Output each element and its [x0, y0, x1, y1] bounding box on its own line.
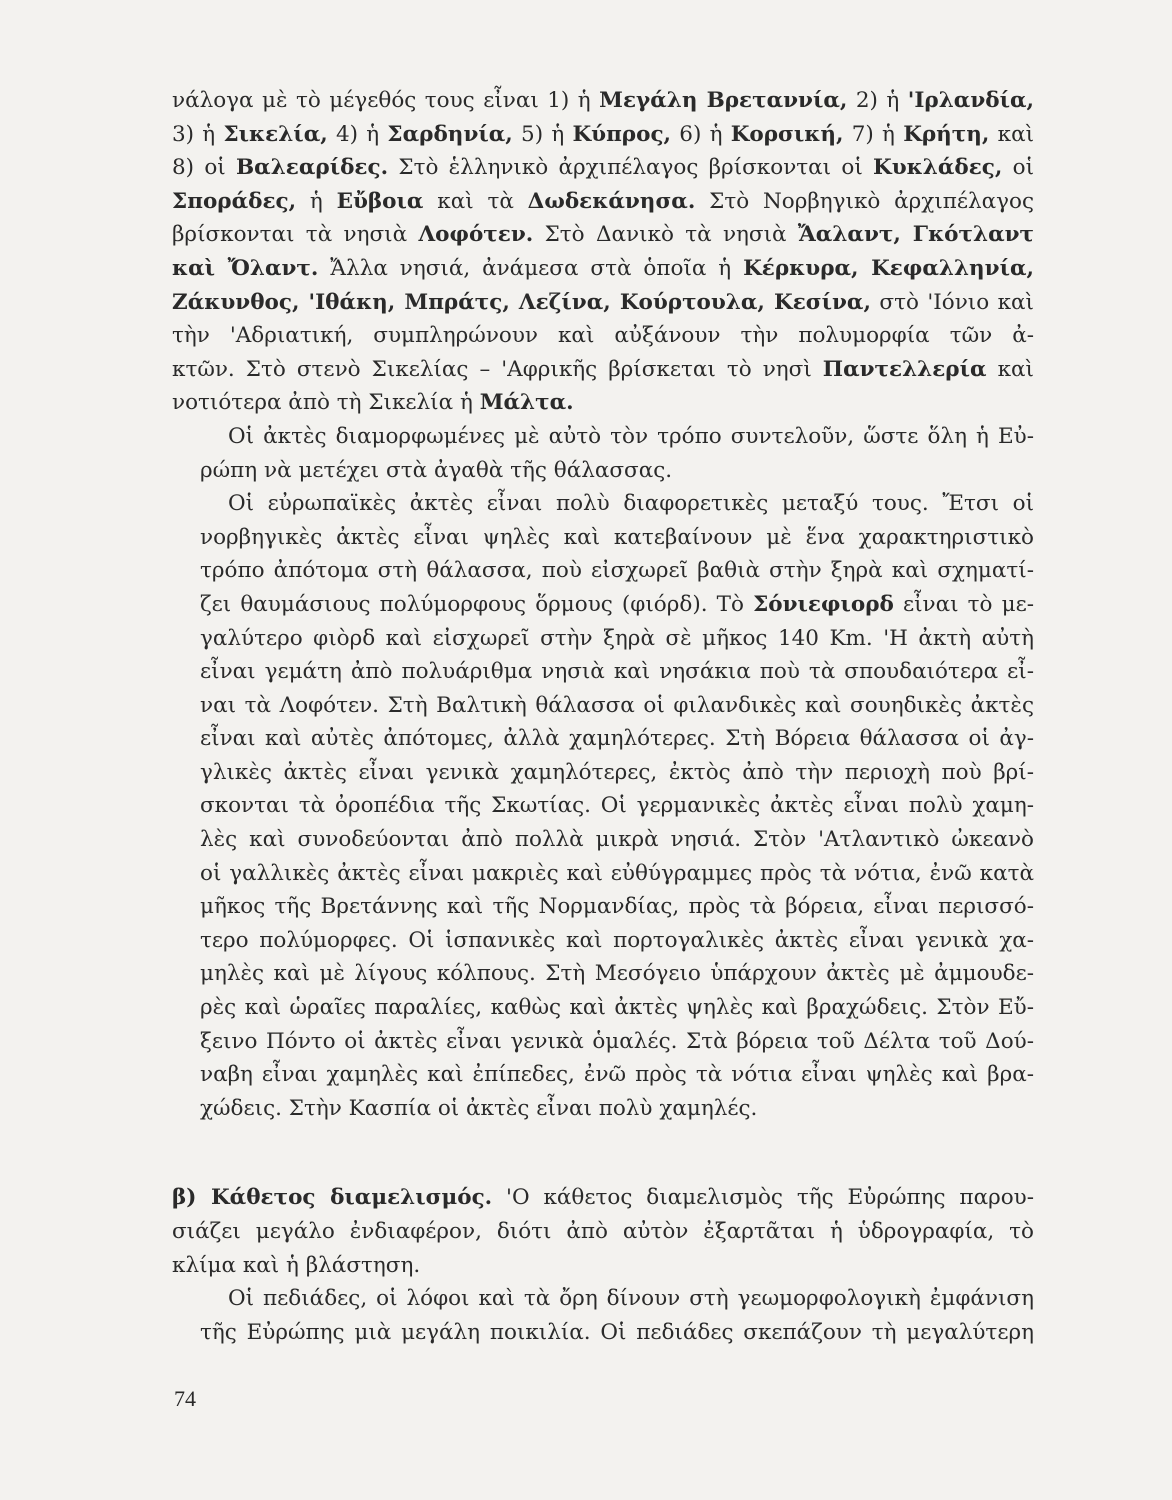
- text-run: στὸ 'Ιόνιο καὶ: [870, 289, 1034, 315]
- bold-term: Μάλτα.: [479, 390, 574, 416]
- text-run: 2) ἡ: [847, 88, 908, 113]
- text-line: [172, 655, 1034, 689]
- text-line: [172, 554, 1034, 588]
- bold-term: β) Κάθετος διαμελισμός.: [172, 1185, 493, 1211]
- text-line: [172, 823, 1034, 857]
- bold-term: Εὔβοια: [336, 188, 424, 214]
- text-run: εἶναι γεμάτη ἀπὸ πολυάριθμα νησιὰ καὶ νησάκια ποὺ τὰ σπουδαιότερα εἶ-: [200, 659, 1034, 685]
- text-run: νορβηγικὲς ἀκτὲς εἶναι ψηλὲς καὶ κατεβαίνουν μὲ ἕνα χαρακτηριστικὸ: [200, 524, 1034, 550]
- text-run: τερο πολύμορφες. Οἱ ἱσπανικὲς καὶ πορτογαλικὲς ἀκτὲς εἶναι γενικὰ χα-: [200, 927, 1034, 953]
- text-run: σκονται τὰ ὀροπέδια τῆς Σκωτίας. Οἱ γερμανικὲς ἀκτὲς εἶναι πολὺ χαμη-: [200, 793, 1034, 819]
- text-line: [172, 991, 1034, 1025]
- text-run: καὶ: [986, 356, 1034, 382]
- text-line: [172, 622, 1034, 656]
- bold-term: Δωδεκάνησα.: [527, 188, 696, 214]
- text-line: [172, 151, 1034, 185]
- paragraph: [172, 1282, 1034, 1349]
- text-run: τρόπο ἀπότομα στὴ θάλασσα, ποὺ εἰσχωρεῖ βαθιὰ στὴν ξηρὰ καὶ σχηματί-: [200, 558, 1034, 584]
- section-gap: [172, 1125, 1034, 1181]
- text-line: [172, 588, 1034, 622]
- text-run: λὲς καὶ συνοδεύονται ἀπὸ πολλὰ μικρὰ νησιά. Στὸν 'Ατλαντικὸ ὠκεανὸ: [200, 827, 1034, 853]
- body-text: [172, 84, 1034, 1349]
- text-run: ζει θαυμάσιους πολύμορφους ὅρμους (φιόρδ). Τὸ: [200, 591, 754, 617]
- bold-term: 'Ιρλανδία,: [907, 88, 1035, 113]
- paragraph: [172, 420, 1034, 487]
- text-run: μῆκος τῆς Βρετάννης καὶ τῆς Νορμανδίας, πρὸς τὰ βόρεια, εἶναι περισσό-: [200, 894, 1034, 920]
- text-run: ξεινο Πόντο οἱ ἀκτὲς εἶναι γενικὰ ὁμαλές. Στὰ βόρεια τοῦ Δέλτα τοῦ Δού-: [200, 1028, 1034, 1054]
- text-run: 7) ἡ: [843, 121, 904, 147]
- text-line: [172, 1092, 1034, 1126]
- bold-term: Σόνιεφιορδ: [753, 591, 894, 617]
- text-run: ναβη εἶναι χαμηλὲς καὶ ἐπίπεδες, ἐνῶ πρὸς τὰ νότια εἶναι ψηλὲς καὶ βρα-: [200, 1062, 1034, 1088]
- text-line: [172, 924, 1034, 958]
- bold-term: Βαλεαρίδες.: [235, 155, 389, 181]
- text-run: τὴν 'Αδριατική, συμπληρώνουν καὶ αὐξάνουν τὴν πολυμορφία τῶν ἀ-: [172, 323, 1034, 349]
- text-run: εἶναι καὶ αὐτὲς ἀπότομες, ἀλλὰ χαμηλότερες. Στὴ Βόρεια θάλασσα οἱ ἀγ-: [200, 726, 1034, 752]
- text-line: [172, 1215, 1034, 1249]
- text-line: [172, 218, 1034, 252]
- document-page: [172, 84, 1034, 1349]
- text-run: κτῶν. Στὸ στενὸ Σικελίας – 'Αφρικῆς βρίσκεται τὸ νησὶ: [172, 356, 823, 382]
- text-run: Ἄλλα νησιά, ἀνάμεσα στὰ ὁποῖα ἡ: [318, 255, 744, 281]
- bold-term: καὶ Ὄλαντ.: [172, 255, 319, 281]
- text-line: [172, 487, 1034, 521]
- text-run: 'Ο κάθετος διαμελισμὸς τῆς Εὐρώπης παρου-: [492, 1185, 1035, 1211]
- text-run: Οἱ εὐρωπαϊκὲς ἀκτὲς εἶναι πολὺ διαφορετικὲς μεταξύ τους. Ἔτσι οἱ: [228, 491, 1034, 517]
- text-run: οἱ: [1002, 155, 1035, 181]
- text-line: [172, 722, 1034, 756]
- text-run: νοτιότερα ἀπὸ τὴ Σικελία ἡ: [172, 390, 480, 416]
- text-line: [172, 756, 1034, 790]
- text-line: [172, 1316, 1034, 1350]
- text-run: Στὸ Δανικὸ τὰ νησιὰ: [533, 222, 798, 248]
- text-run: κλίμα καὶ ἡ βλάστηση.: [172, 1252, 421, 1278]
- text-run: χώδεις. Στὴν Κασπία οἱ ἀκτὲς εἶναι πολὺ χαμηλές.: [200, 1095, 758, 1121]
- text-line: [172, 252, 1034, 286]
- text-line: [172, 1025, 1034, 1059]
- text-line: [172, 1058, 1034, 1092]
- bold-term: Κέρκυρα, Κεφαλληνία,: [743, 255, 1034, 281]
- paragraph: [172, 1181, 1034, 1282]
- text-run: Οἱ πεδιάδες, οἱ λόφοι καὶ τὰ ὄρη δίνουν στὴ γεωμορφολογικὴ ἐμφάνιση: [228, 1286, 1034, 1312]
- text-line: [172, 84, 1034, 118]
- text-run: καὶ: [989, 121, 1035, 147]
- text-line: [172, 118, 1034, 152]
- text-line: [172, 1282, 1034, 1316]
- text-run: ἡ: [296, 188, 337, 214]
- bold-term: Λοφότεν.: [418, 222, 534, 248]
- text-run: ρὲς καὶ ὡραῖες παραλίες, καθὼς καὶ ἀκτὲς ψηλὲς καὶ βραχώδεις. Στὸν Εὔ-: [200, 995, 1034, 1021]
- text-line: [172, 689, 1034, 723]
- text-line: [172, 319, 1034, 353]
- bold-term: Σαρδηνία,: [387, 121, 513, 147]
- text-line: [172, 185, 1034, 219]
- text-line: [172, 1249, 1034, 1283]
- text-run: οἱ γαλλικὲς ἀκτὲς εἶναι μακριὲς καὶ εὐθύγραμμες πρὸς τὰ νότια, ἐνῶ κατὰ: [200, 860, 1034, 886]
- text-run: ναι τὰ Λοφότεν. Στὴ Βαλτικὴ θάλασσα οἱ φιλανδικὲς καὶ σουηδικὲς ἀκτὲς: [200, 692, 1034, 718]
- text-run: ρώπη νὰ μετέχει στὰ ἀγαθὰ τῆς θάλασσας.: [200, 457, 673, 483]
- text-run: εἶναι τὸ με-: [893, 591, 1034, 617]
- text-line: [172, 521, 1034, 555]
- bold-term: Σποράδες,: [172, 188, 297, 214]
- text-run: 3) ἡ: [172, 121, 224, 147]
- text-run: Στὸ ἑλληνικὸ ἀρχιπέλαγος βρίσκονται οἱ: [388, 155, 874, 181]
- text-run: Οἱ ἀκτὲς διαμορφωμένες μὲ αὐτὸ τὸν τρόπο συντελοῦν, ὥστε ὅλη ἡ Εὐ-: [228, 423, 1034, 449]
- text-line: [172, 454, 1034, 488]
- text-run: γλικὲς ἀκτὲς εἶναι γενικὰ χαμηλότερες, ἐκτὸς ἀπὸ τὴν περιοχὴ ποὺ βρί-: [200, 759, 1034, 785]
- text-line: [172, 957, 1034, 991]
- text-line: [172, 1181, 1034, 1215]
- text-run: 4) ἡ: [327, 121, 388, 147]
- text-run: τῆς Εὐρώπης μιὰ μεγάλη ποικιλία. Οἱ πεδιάδες σκεπάζουν τὴ μεγαλύτερη: [200, 1319, 1034, 1345]
- bold-term: Κύπρος,: [572, 121, 672, 147]
- text-run: μηλὲς καὶ μὲ λίγους κόλπους. Στὴ Μεσόγειο ὑπάρχουν ἀκτὲς μὲ ἀμμουδε-: [200, 961, 1034, 987]
- bold-term: Κορσική,: [730, 121, 844, 147]
- text-line: [172, 789, 1034, 823]
- text-run: νάλογα μὲ τὸ μέγεθός τους εἶναι 1) ἡ: [172, 88, 600, 113]
- text-run: 5) ἡ: [512, 121, 573, 147]
- text-run: 8) οἱ: [172, 155, 236, 181]
- text-line: [172, 890, 1034, 924]
- page-number: 74: [174, 1386, 196, 1411]
- text-line: [172, 353, 1034, 387]
- text-run: γαλύτερο φιὸρδ καὶ εἰσχωρεῖ στὴν ξηρὰ σὲ μῆκος 140 Km. 'Η ἀκτὴ αὐτὴ: [200, 625, 1034, 651]
- bold-term: Μεγάλη Βρεταννία,: [599, 88, 848, 113]
- text-line: [172, 857, 1034, 891]
- paragraph: [172, 487, 1034, 1125]
- bold-term: Σικελία,: [223, 121, 328, 147]
- text-run: 6) ἡ: [671, 121, 731, 147]
- bold-term: Κυκλάδες,: [873, 155, 1003, 181]
- text-run: καὶ τὰ: [423, 188, 528, 214]
- bold-term: Κρήτη,: [903, 121, 990, 147]
- text-run: βρίσκονται τὰ νησιὰ: [172, 222, 419, 248]
- bold-term: Παντελλερία: [822, 356, 987, 382]
- bold-term: Ζάκυνθος, 'Ιθάκη, Μπράτς, Λεζίνα, Κούρτουλα, Κεσίνα,: [172, 289, 871, 315]
- text-run: σιάζει μεγάλο ἐνδιαφέρον, διότι ἀπὸ αὐτὸν ἐξαρτᾶται ἡ ὑδρογραφία, τὸ: [172, 1219, 1034, 1244]
- text-run: Στὸ Νορβηγικὸ ἀρχιπέλαγος: [695, 188, 1034, 214]
- text-line: [172, 286, 1034, 320]
- text-line: [172, 420, 1034, 454]
- text-line: [172, 386, 1034, 420]
- bold-term: Ἄαλαντ, Γκότλαντ: [797, 222, 1034, 248]
- paragraph: [172, 84, 1034, 420]
